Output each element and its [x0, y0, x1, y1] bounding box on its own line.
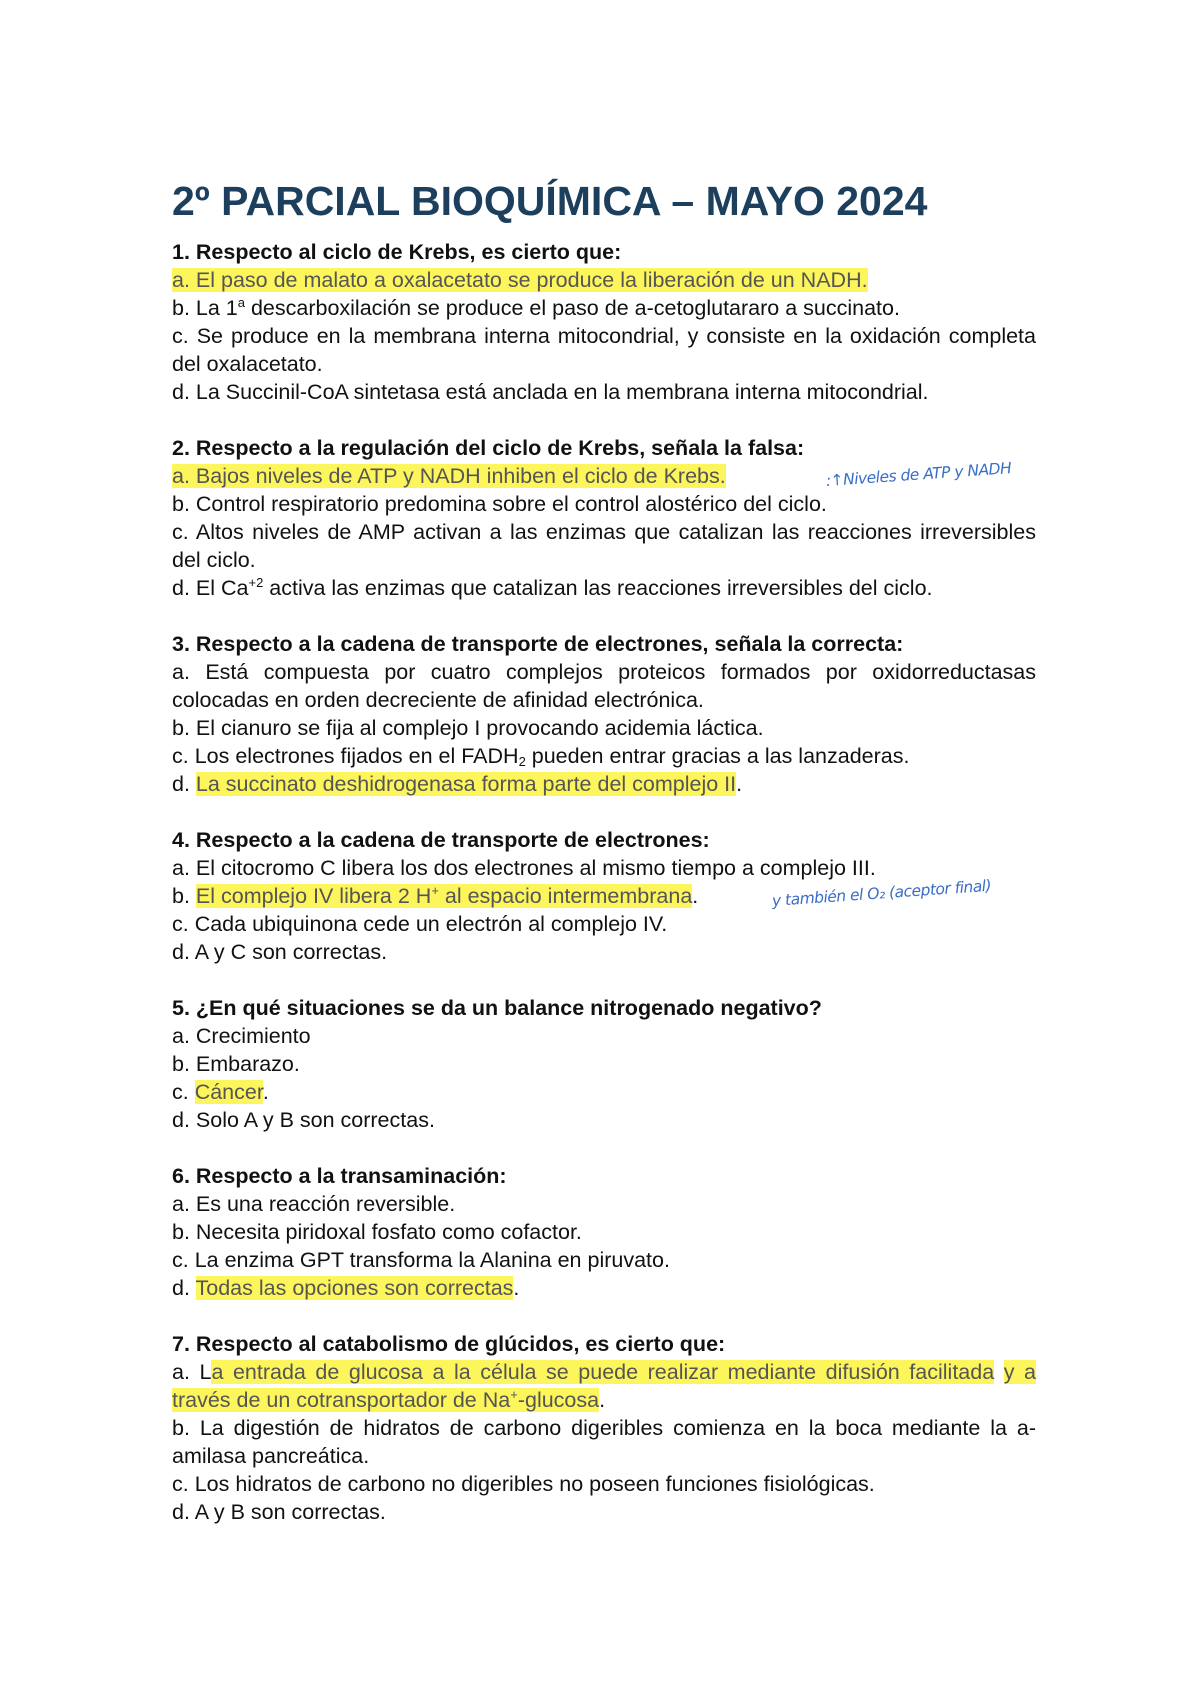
option-text: a. L	[172, 1360, 212, 1384]
highlighted-text: a. Bajos niveles de ATP y NADH inhiben el ciclo de Krebs.	[172, 464, 726, 488]
option-b: b. Embarazo.	[172, 1052, 300, 1076]
option-text: d. El Ca	[172, 576, 249, 600]
option-text: d.	[172, 772, 196, 796]
question-stem: 1. Respecto al ciclo de Krebs, es cierto que:	[172, 240, 622, 264]
option-b: b. Control respiratorio predomina sobre el control alostérico del ciclo.	[172, 492, 827, 516]
option-b: b. La digestión de hidratos de carbono digeribles comienza en la boca mediante la a-amilasa pancreática.	[172, 1416, 1036, 1468]
superscript: +	[510, 1387, 518, 1402]
option-d	[172, 574, 1036, 602]
subscript: 2	[518, 754, 526, 769]
option-c: c. Altos niveles de AMP activan a las enzimas que catalizan las reacciones irreversibles del ciclo.	[172, 520, 1036, 572]
option-c	[172, 1078, 1036, 1106]
option-c: c. Los hidratos de carbono no digeribles no poseen funciones fisiológicas.	[172, 1472, 875, 1496]
option-c: c. La enzima GPT transforma la Alanina en piruvato.	[172, 1248, 670, 1272]
option-c: c. Cada ubiquinona cede un electrón al complejo IV.	[172, 912, 668, 936]
option-text: -glucosa	[517, 1388, 600, 1412]
superscript: +2	[248, 575, 264, 590]
option-b: b. Necesita piridoxal fosfato como cofactor.	[172, 1220, 582, 1244]
option-b	[172, 294, 1036, 322]
superscript: +	[431, 883, 439, 898]
option-a: a. Está compuesta por cuatro complejos proteicos formados por oxidorreductasas colocadas en orden decreciente de afinidad electrónica.	[172, 660, 1036, 712]
option-d	[172, 770, 1036, 798]
option-text: activa las enzimas que catalizan las reacciones irreversibles del ciclo.	[263, 576, 933, 600]
question-stem: 5. ¿En qué situaciones se da un balance nitrogenado negativo?	[172, 996, 822, 1020]
superscript: a	[237, 295, 245, 310]
question-stem: 4. Respecto a la cadena de transporte de electrones:	[172, 828, 710, 852]
highlighted-text	[196, 884, 692, 908]
option-text: pueden entrar gracias a las lanzaderas.	[525, 744, 910, 768]
question-7	[172, 1330, 1036, 1526]
option-a	[172, 1358, 1036, 1414]
highlighted-text: La succinato deshidrogenasa forma parte del complejo II	[195, 772, 737, 796]
option-text: .	[262, 1080, 269, 1104]
question-6	[172, 1162, 1036, 1302]
option-text: y a través de un cotransportador de Na	[172, 1360, 1036, 1412]
highlighted-text: Todas las opciones son correctas	[195, 1276, 514, 1300]
option-text: .	[692, 884, 699, 908]
option-b: b. El cianuro se fija al complejo I provocando acidemia láctica.	[172, 716, 764, 740]
option-a: a. Es una reacción reversible.	[172, 1192, 456, 1216]
option-d: d. La Succinil-CoA sintetasa está anclada en la membrana interna mitocondrial.	[172, 380, 929, 404]
page-title: 2º PARCIAL BIOQUÍMICA – MAYO 2024	[172, 178, 928, 224]
question-stem: 2. Respecto a la regulación del ciclo de Krebs, señala la falsa:	[172, 436, 805, 460]
option-c: c. Se produce en la membrana interna mitocondrial, y consiste en la oxidación completa del oxalacetato.	[172, 324, 1036, 376]
question-3	[172, 630, 1036, 798]
option-text: .	[599, 1388, 606, 1412]
option-text: b. La 1	[172, 296, 238, 320]
option-text: El complejo IV libera 2 H	[195, 884, 432, 908]
option-a: a. El citocromo C libera los dos electrones al mismo tiempo a complejo III.	[172, 856, 876, 880]
question-stem: 6. Respecto a la transaminación:	[172, 1164, 507, 1188]
option-text: c.	[172, 1080, 195, 1104]
handwritten-note-q2: :↑Niveles de ATP y NADH	[825, 459, 1012, 490]
option-text: c. Los electrones fijados en el FADH	[172, 744, 519, 768]
question-2	[172, 434, 1036, 602]
option-d: d. A y C son correctas.	[172, 940, 388, 964]
highlighted-text: a. El paso de malato a oxalacetato se produce la liberación de un NADH.	[172, 268, 868, 292]
question-1	[172, 238, 1036, 406]
highlighted-text: a entrada de glucosa a la célula se puede realizar mediante difusión facilitada	[211, 1360, 995, 1384]
option-c	[172, 742, 1036, 770]
question-5	[172, 994, 1036, 1134]
option-d: d. A y B son correctas.	[172, 1500, 386, 1524]
option-d: d. Solo A y B son correctas.	[172, 1108, 435, 1132]
option-a: a. Crecimiento	[172, 1024, 311, 1048]
option-text: .	[736, 772, 743, 796]
option-text: d.	[172, 1276, 196, 1300]
option-text: b.	[172, 884, 196, 908]
highlighted-text: Cáncer	[194, 1080, 263, 1104]
option-text: .	[513, 1276, 520, 1300]
option-d	[172, 1274, 1036, 1302]
handwritten-note-q4: y también el O₂ (aceptor final)	[771, 876, 992, 910]
option-text: al espacio intermembrana	[438, 884, 693, 908]
question-stem: 7. Respecto al catabolismo de glúcidos, es cierto que:	[172, 1332, 726, 1356]
option-text: descarboxilación se produce el paso de a-cetoglutararo a succinato.	[244, 296, 900, 320]
question-stem: 3. Respecto a la cadena de transporte de electrones, señala la correcta:	[172, 632, 904, 656]
option-a	[172, 266, 1036, 294]
